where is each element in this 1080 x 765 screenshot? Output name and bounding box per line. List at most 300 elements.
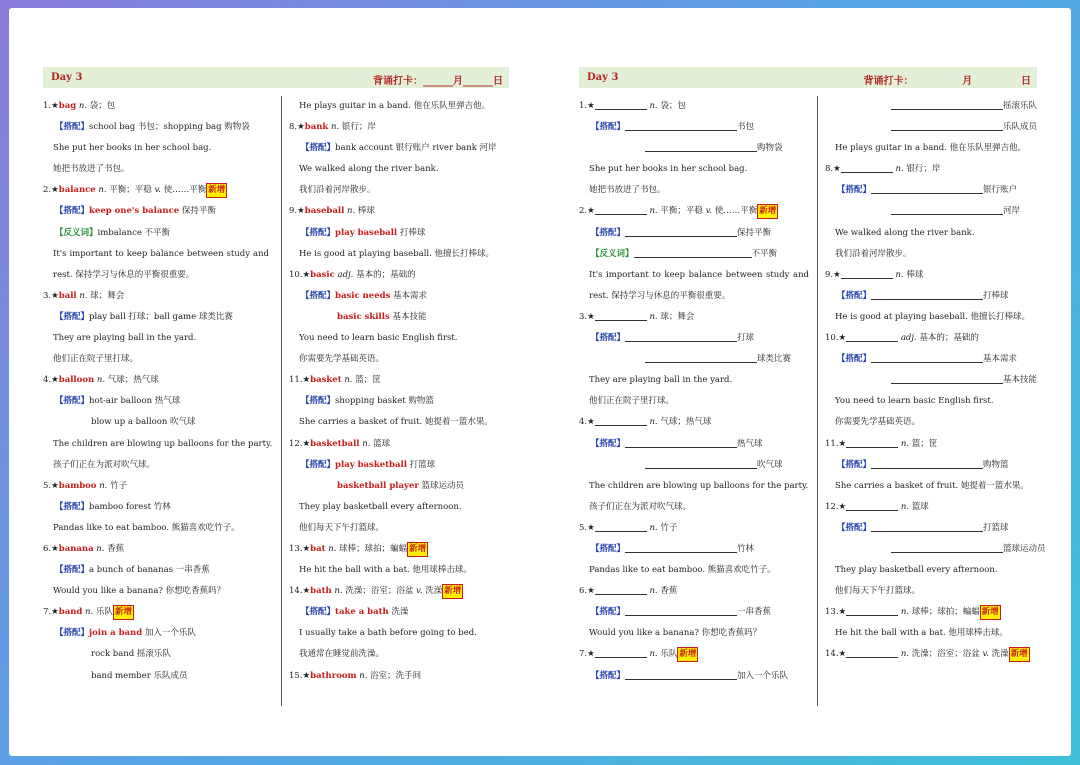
collocation-label: 【搭配】 <box>591 438 626 449</box>
collocation-label: 【搭配】 <box>591 122 626 133</box>
entry-headword <box>289 201 509 222</box>
meaning: 篮球 <box>911 501 929 512</box>
new-badge: 新增 <box>677 647 698 662</box>
entry-number: 9. <box>289 206 298 217</box>
headword: basic <box>310 269 335 280</box>
collocation-meaning: 保持平衡 <box>181 206 216 217</box>
meaning: 棒球 <box>357 206 375 217</box>
part-of-speech: n. <box>900 607 910 618</box>
entry-number: 7. <box>43 607 52 618</box>
collocation-label: 【搭配】 <box>591 333 626 344</box>
part-of-speech: n. <box>895 269 904 280</box>
part-of-speech: n. <box>900 649 910 660</box>
star-icon: ★ <box>302 586 311 597</box>
fill-blank[interactable] <box>595 647 647 658</box>
antonym-text: imbalance 不平衡 <box>97 227 171 238</box>
headword: banana <box>58 543 94 554</box>
part-of-speech: n. <box>344 375 353 386</box>
meaning: 袋；包 <box>89 101 116 111</box>
example-sentence: She put her books in her school bag. <box>53 143 212 154</box>
star-icon: ★ <box>587 586 595 597</box>
meaning: 基本的；基础的 <box>919 333 979 344</box>
meaning: 平衡；平稳 <box>660 206 703 217</box>
fill-blank[interactable] <box>841 162 893 173</box>
meaning: 竹子 <box>660 522 678 533</box>
collocation-label: 【搭配】 <box>591 670 626 681</box>
collocation-text: hot-air balloon 热气球 <box>89 396 181 407</box>
headword: bank <box>304 122 329 133</box>
fill-blank[interactable] <box>625 437 737 448</box>
fill-blank[interactable] <box>625 605 737 616</box>
collocation-line <box>579 349 809 370</box>
entry-number: 13. <box>289 543 303 554</box>
fill-blank[interactable] <box>846 331 898 342</box>
fill-blank[interactable] <box>625 669 737 680</box>
meaning: 球；舞会 <box>90 290 125 301</box>
part-of-speech: n. <box>649 101 658 111</box>
collocation-text: shopping basket 购物篮 <box>335 396 434 407</box>
fill-blank[interactable] <box>891 99 1003 110</box>
entry-number: 12. <box>289 438 303 449</box>
practice-page <box>579 8 1046 756</box>
collocation-line <box>43 560 269 581</box>
headword: ball <box>58 290 77 301</box>
entry-number: 10. <box>289 269 303 280</box>
part-of-speech: v. <box>705 206 713 217</box>
collocation-meaning: 吹气球 <box>757 459 783 470</box>
fill-blank[interactable] <box>595 310 647 321</box>
entry-headword <box>579 412 809 433</box>
collocation-text: bank account 银行账户 river bank 河岸 <box>335 143 497 154</box>
part-of-speech: n. <box>334 586 343 597</box>
fill-blank[interactable] <box>891 204 1003 215</box>
entry-number: 9. <box>825 269 834 280</box>
antonym-line <box>43 223 269 244</box>
star-icon: ★ <box>587 311 595 322</box>
antonym-text: 不平衡 <box>751 248 778 259</box>
star-icon: ★ <box>302 375 311 386</box>
collocation-meaning: 基本需求 <box>393 290 428 301</box>
entry-headword <box>43 539 269 560</box>
example-sentence: The children are blowing up balloons for the party. <box>53 438 273 449</box>
collocation-label: 【搭配】 <box>55 206 90 217</box>
headword: band <box>58 607 83 618</box>
meaning: 平衡；平稳 <box>109 185 152 196</box>
collocation-meaning: 河岸 <box>1003 206 1021 217</box>
collocation-text: a bunch of bananas 一串香蕉 <box>89 565 210 576</box>
collocation-label: 【搭配】 <box>837 459 872 470</box>
entry-number: 12. <box>825 501 839 512</box>
page-header <box>43 67 509 88</box>
collocation-meaning: 热气球 <box>737 438 763 449</box>
new-badge: 新增 <box>113 605 134 620</box>
collocation-line <box>579 539 809 560</box>
collocation-meaning: 书包 <box>737 122 755 133</box>
collocation-line <box>825 539 1046 560</box>
headword: bath <box>310 586 332 597</box>
meaning: 使……平衡 <box>163 185 207 196</box>
entry-number: 4. <box>579 417 588 428</box>
collocation-label: 【搭配】 <box>837 522 872 533</box>
collocation-label: 【搭配】 <box>55 396 90 407</box>
fill-blank[interactable] <box>625 226 737 237</box>
meaning: 球；舞会 <box>660 311 695 322</box>
part-of-speech: n. <box>330 122 340 133</box>
collocation-line <box>579 602 809 623</box>
fill-blank[interactable] <box>871 289 983 300</box>
example-sentence: They play basketball every afternoon. <box>299 501 462 512</box>
star-icon: ★ <box>51 480 59 491</box>
star-icon: ★ <box>302 670 311 681</box>
meaning: 洗澡；浴室；浴盆 <box>911 649 980 660</box>
example-sentence: Pandas like to eat bamboo. 熊猫喜欢吃竹子。 <box>589 565 776 576</box>
collocation-meaning: 基本技能 <box>1003 375 1038 386</box>
example-sentence: The children are blowing up balloons for the party. <box>589 480 809 491</box>
example-translation: 她把书放进了书包。 <box>53 164 130 175</box>
star-icon: ★ <box>838 438 847 449</box>
entry-headword <box>825 265 1037 286</box>
collocation-meaning: 球类比赛 <box>757 354 792 365</box>
collocation-label: 【搭配】 <box>55 628 90 639</box>
collocation-line <box>43 497 269 518</box>
collocation-label: 【搭配】 <box>837 185 872 196</box>
example-translation: 她把书放进了书包。 <box>589 185 666 196</box>
example-translation: 你需要先学基础英语。 <box>835 417 921 428</box>
collocation-line <box>289 476 509 497</box>
example-sentence: Would you like a banana? 你想吃香蕉吗？ <box>589 628 762 639</box>
fill-blank[interactable] <box>846 647 898 658</box>
collocation-text: rock band 摇滚乐队 <box>91 649 171 660</box>
collocation-label: 【搭配】 <box>837 354 872 365</box>
fill-blank[interactable] <box>625 120 737 131</box>
collocation-label: 【搭配】 <box>591 543 626 554</box>
fill-blank[interactable] <box>891 120 1003 131</box>
collocation-phrase: join a band <box>89 628 143 639</box>
star-icon: ★ <box>838 607 847 618</box>
example-translation: 他们每天下午打篮球。 <box>299 522 385 533</box>
star-icon: ★ <box>587 649 595 660</box>
collocation-line <box>825 96 1037 117</box>
answer-page <box>43 8 509 756</box>
example-translation: 你需要先学基础英语。 <box>299 354 385 365</box>
example-translation: 他们正在院子里打球。 <box>589 396 675 407</box>
example-translation: 孩子们正在为派对吹气球。 <box>589 501 692 512</box>
star-icon: ★ <box>587 101 595 111</box>
part-of-speech: n. <box>79 290 88 301</box>
meaning: 竹子 <box>110 480 128 491</box>
collocation-line <box>289 307 509 328</box>
headword: bag <box>58 101 77 111</box>
collocation-label: 【搭配】 <box>301 143 336 154</box>
star-icon: ★ <box>838 501 847 512</box>
headword: baseball <box>304 206 345 217</box>
entry-headword <box>289 666 509 687</box>
fill-blank[interactable] <box>645 352 757 363</box>
entry-number: 13. <box>825 607 839 618</box>
collocation-label: 【搭配】 <box>591 607 626 618</box>
collocation-meaning: 购物篮 <box>983 459 1009 470</box>
headword: bathroom <box>310 670 357 681</box>
collocation-meaning: 洗澡 <box>391 607 409 618</box>
collocation-line <box>289 602 509 623</box>
practice-column-1 <box>579 96 809 687</box>
collocation-phrase: basic needs <box>335 290 391 301</box>
example-sentence: She put her books in her school bag. <box>589 164 748 175</box>
collocation-meaning: 篮球运动员 <box>1003 543 1046 554</box>
meaning: 篮；筐 <box>355 375 381 386</box>
collocation-label: 【搭配】 <box>55 311 90 322</box>
star-icon: ★ <box>587 522 595 533</box>
part-of-speech: v. <box>154 185 162 196</box>
star-icon: ★ <box>51 185 59 196</box>
collocation-line <box>825 370 1037 391</box>
part-of-speech: n. <box>895 164 904 175</box>
entry-headword <box>289 434 509 455</box>
entry-headword <box>579 581 809 602</box>
part-of-speech: n. <box>649 522 658 533</box>
collocation-meaning: 摇滚乐队 <box>1003 101 1038 111</box>
fill-blank[interactable] <box>846 437 898 448</box>
collocation-line <box>43 307 269 328</box>
entry-headword <box>579 96 809 117</box>
collocation-line <box>579 138 809 159</box>
collocation-line <box>43 666 269 687</box>
collocation-text: blow up a balloon 吹气球 <box>91 417 196 428</box>
collocation-phrase: play baseball <box>335 227 398 238</box>
fill-blank[interactable] <box>595 415 647 426</box>
collocation-meaning: 基本需求 <box>983 354 1018 365</box>
meaning: 棒球 <box>906 269 924 280</box>
fill-blank[interactable] <box>871 352 983 363</box>
fill-blank[interactable] <box>634 247 752 258</box>
entry-headword <box>825 159 1037 180</box>
entry-number: 5. <box>43 480 52 491</box>
part-of-speech: v. <box>982 649 989 660</box>
fill-blank[interactable] <box>595 99 647 110</box>
part-of-speech: n. <box>96 375 106 386</box>
collocation-line <box>579 223 809 244</box>
antonym-label: 【反义词】 <box>591 248 634 259</box>
part-of-speech: n. <box>649 586 658 597</box>
example-sentence: Would you like a banana? 你想吃香蕉吗？ <box>53 586 226 597</box>
meaning: 洗澡 <box>991 649 1009 660</box>
collocation-meaning: 加入一个乐队 <box>144 628 196 639</box>
star-icon: ★ <box>302 543 311 554</box>
example-sentence: I usually take a bath before going to bed. <box>299 628 477 639</box>
collocation-line <box>825 518 1037 539</box>
example-sentence: He hit the ball with a bat. 他用球棒击球。 <box>835 628 1008 639</box>
collocation-phrase: play basketball <box>335 459 407 470</box>
collocation-label: 【搭配】 <box>301 459 336 470</box>
entry-number: 2. <box>43 185 52 196</box>
collocation-line <box>825 180 1037 201</box>
collocation-line <box>43 201 269 222</box>
example-sentence: Pandas like to eat bamboo. 熊猫喜欢吃竹子。 <box>53 522 240 533</box>
collocation-label: 【搭配】 <box>591 227 626 238</box>
practice-column-2 <box>825 96 1046 666</box>
fill-blank[interactable] <box>891 373 1003 384</box>
part-of-speech: n. <box>99 480 108 491</box>
entry-number: 3. <box>43 290 52 301</box>
star-icon: ★ <box>51 543 59 554</box>
entry-number: 15. <box>289 670 303 681</box>
example-sentence: We walked along the river bank. <box>835 227 975 238</box>
star-icon: ★ <box>587 206 595 217</box>
fill-blank[interactable] <box>891 542 1003 553</box>
entry-number: 8. <box>289 122 298 133</box>
entry-number: 14. <box>825 649 839 660</box>
collocation-meaning: 打篮球 <box>409 459 436 470</box>
collocation-meaning: 加入一个乐队 <box>737 670 789 681</box>
star-icon: ★ <box>51 290 59 301</box>
collocation-label: 【搭配】 <box>301 290 336 301</box>
fill-blank[interactable] <box>645 141 757 152</box>
day-label: Day 3 <box>587 72 619 83</box>
part-of-speech: n. <box>347 206 356 217</box>
part-of-speech: n. <box>359 670 368 681</box>
star-icon: ★ <box>302 438 311 449</box>
entry-headword <box>579 201 809 222</box>
star-icon: ★ <box>833 269 841 280</box>
example-sentence: We walked along the river bank. <box>299 164 439 175</box>
meaning: 乐队 <box>660 649 678 660</box>
entry-headword <box>579 307 809 328</box>
collocation-meaning: 保持平衡 <box>737 227 772 238</box>
fill-blank[interactable] <box>841 268 893 279</box>
fill-blank[interactable] <box>871 183 983 194</box>
example-translation: 他们正在院子里打球。 <box>53 354 139 365</box>
star-icon: ★ <box>838 649 847 660</box>
example-sentence: It's important to keep balance between study and <box>589 269 809 280</box>
fill-blank[interactable] <box>846 605 898 616</box>
entry-headword <box>289 117 509 138</box>
fill-blank[interactable] <box>595 521 647 532</box>
entry-headword <box>579 518 809 539</box>
headword: balance <box>58 185 96 196</box>
part-of-speech: n. <box>649 311 658 322</box>
fill-blank[interactable] <box>625 331 737 342</box>
entry-headword <box>825 434 1037 455</box>
collocation-line <box>43 644 269 665</box>
meaning: 银行；岸 <box>906 164 941 175</box>
meaning: 浴室；洗手间 <box>370 670 422 681</box>
fill-blank[interactable] <box>846 500 898 511</box>
example-sentence: He hit the ball with a bat. 他用球棒击球。 <box>299 565 472 576</box>
entry-number: 7. <box>579 649 588 660</box>
example-sentence: rest. 保持学习与休息的平衡很重要。 <box>589 290 731 301</box>
headword: bat <box>310 543 326 554</box>
part-of-speech: adj. <box>900 333 917 344</box>
vocab-column-1 <box>43 96 273 687</box>
meaning: 洗澡；浴室；浴盆 <box>345 586 414 597</box>
collocation-phrase: basic skills <box>337 311 390 322</box>
part-of-speech: n. <box>85 607 94 618</box>
collocation-line <box>579 455 809 476</box>
entry-headword <box>43 286 269 307</box>
collocation-line <box>825 117 1037 138</box>
headword: basketball <box>310 438 360 449</box>
collocation-line <box>289 455 509 476</box>
entry-headword <box>43 96 269 117</box>
collocation-line <box>43 623 269 644</box>
fill-blank[interactable] <box>645 458 757 469</box>
entry-headword <box>289 265 509 286</box>
fill-blank[interactable] <box>595 204 647 215</box>
collocation-text: school bag 书包；shopping bag 购物袋 <box>89 122 250 133</box>
fill-blank[interactable] <box>871 521 983 532</box>
vocab-column-2 <box>289 96 509 687</box>
entry-number: 1. <box>579 101 588 111</box>
part-of-speech: n. <box>649 206 658 217</box>
star-icon: ★ <box>51 607 59 618</box>
collocation-line <box>579 117 809 138</box>
antonym-line <box>579 244 809 265</box>
star-icon: ★ <box>51 101 59 111</box>
meaning: 篮球 <box>373 438 391 449</box>
example-sentence: It's important to keep balance between study and <box>53 248 269 259</box>
collocation-line <box>289 391 509 412</box>
star-icon: ★ <box>297 206 305 217</box>
new-badge: 新增 <box>442 584 463 599</box>
example-translation: 孩子们正在为派对吹气球。 <box>53 459 156 470</box>
entry-number: 6. <box>43 543 52 554</box>
fill-blank[interactable] <box>625 542 737 553</box>
example-translation: 我们沿着河岸散步。 <box>835 248 912 259</box>
meaning: 香蕉 <box>660 586 678 597</box>
fill-blank[interactable] <box>595 584 647 595</box>
example-sentence: He is good at playing baseball. 他擅长打棒球。 <box>299 248 495 259</box>
collocation-line <box>289 286 509 307</box>
entry-headword <box>825 602 1037 623</box>
new-badge: 新增 <box>1009 647 1030 662</box>
meaning: 球棒；球拍；蝙蝠 <box>911 607 980 618</box>
column-divider <box>817 96 818 706</box>
star-icon: ★ <box>587 417 595 428</box>
entry-headword <box>289 539 509 560</box>
example-translation: 我通常在睡觉前洗澡。 <box>299 649 385 660</box>
collocation-text: bamboo forest 竹林 <box>89 501 171 512</box>
headword: bamboo <box>58 480 97 491</box>
meaning: 气球；热气球 <box>660 417 712 428</box>
part-of-speech: adj. <box>337 269 354 280</box>
part-of-speech: n. <box>328 543 337 554</box>
star-icon: ★ <box>833 164 841 175</box>
entry-headword <box>289 370 509 391</box>
part-of-speech: n. <box>96 543 105 554</box>
collocation-line <box>579 666 809 687</box>
entry-headword <box>825 328 1037 349</box>
example-sentence: You need to learn basic English first. <box>299 333 458 344</box>
checkin-date: 背诵打卡： 月 日 <box>863 76 1031 87</box>
new-badge: 新增 <box>206 183 227 198</box>
collocation-meaning: 打篮球 <box>983 522 1009 533</box>
example-translation: 我们沿着河岸散步。 <box>299 185 376 196</box>
star-icon: ★ <box>51 375 59 386</box>
meaning: 篮；筐 <box>911 438 938 449</box>
collocation-text: band member 乐队成员 <box>91 670 188 681</box>
part-of-speech: n. <box>98 185 107 196</box>
collocation-line <box>43 391 269 412</box>
checkin-date: 背诵打卡：______月______日 <box>373 76 503 87</box>
fill-blank[interactable] <box>871 458 983 469</box>
star-icon: ★ <box>297 122 305 133</box>
collocation-label: 【搭配】 <box>55 122 90 133</box>
collocation-line <box>289 138 509 159</box>
meaning: 使……平衡 <box>714 206 758 217</box>
entry-headword <box>579 644 809 665</box>
collocation-meaning: 乐队成员 <box>1003 122 1038 133</box>
entry-number: 6. <box>579 586 588 597</box>
